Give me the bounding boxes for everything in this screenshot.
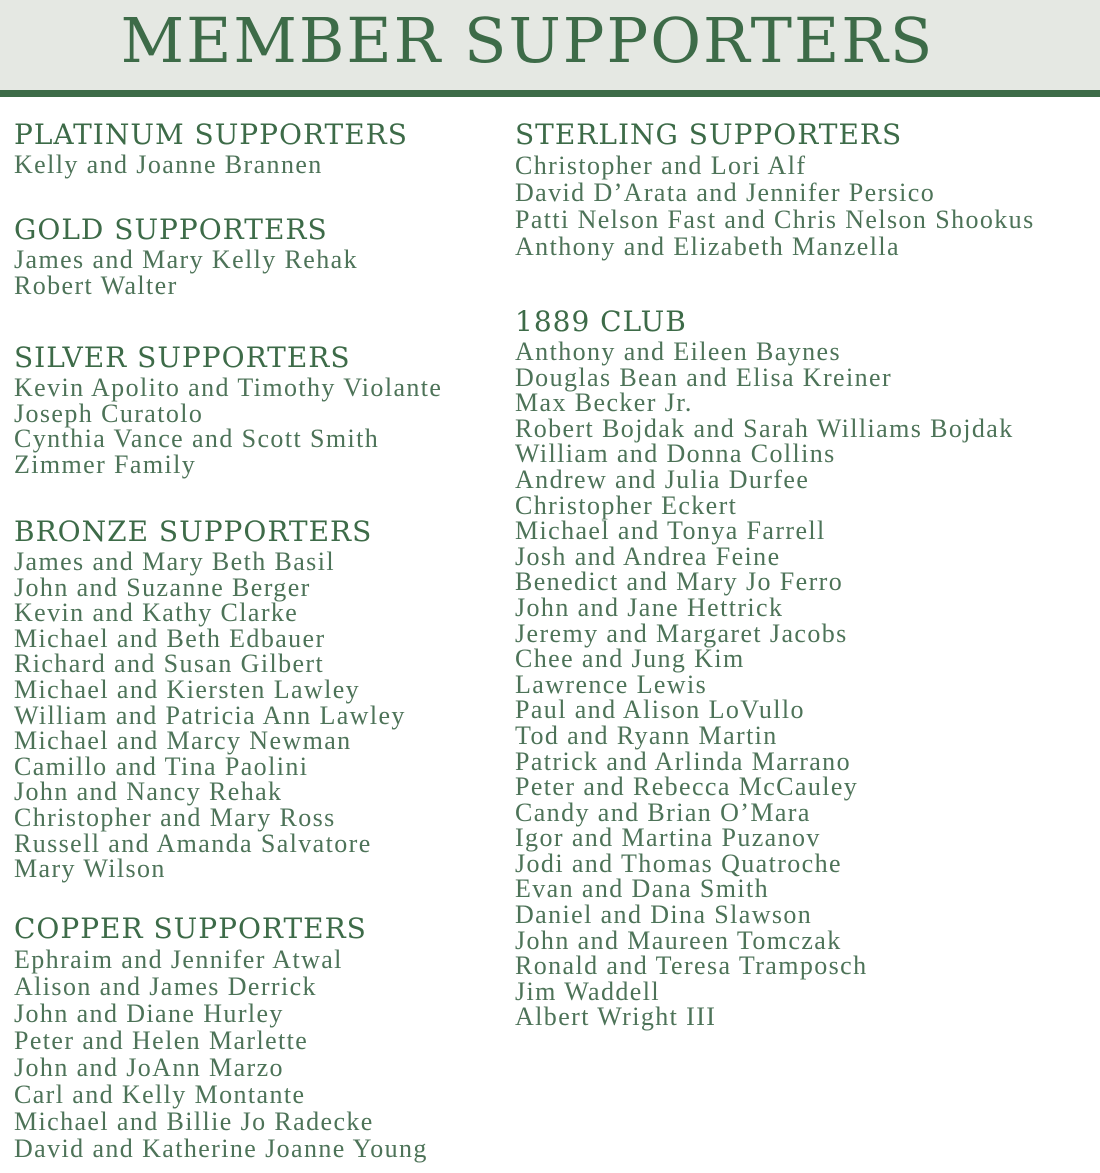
supporter-name: Chee and Jung Kim (515, 644, 745, 674)
supporter-name: Christopher and Lori Alf (515, 151, 807, 180)
supporter-name: Daniel and Dina Slawson (515, 900, 813, 930)
supporter-name: Paul and Alison LoVullo (515, 695, 805, 725)
supporter-name: Tod and Ryann Martin (515, 720, 778, 750)
supporter-name: David and Katherine Joanne Young (14, 1134, 428, 1163)
supporter-name: Zimmer Family (14, 449, 197, 479)
supporter-name: Camillo and Tina Paolini (14, 751, 309, 781)
supporter-name: Michael and Kiersten Lawley (14, 674, 361, 704)
supporter-list (14, 549, 406, 882)
supporter-name: Lawrence Lewis (515, 669, 708, 699)
supporter-name: John and Suzanne Berger (14, 572, 311, 602)
supporter-name: Joseph Curatolo (14, 398, 204, 428)
silver-section (14, 341, 442, 477)
sterling-section (515, 118, 1035, 260)
copper-section (14, 912, 428, 1162)
supporter-list (14, 375, 442, 477)
supporter-name: Robert Walter (14, 270, 178, 300)
club-1889-section (515, 305, 1014, 1030)
supporter-name: Max Becker Jr. (515, 388, 693, 418)
supporter-name: Alison and James Derrick (14, 972, 317, 1001)
supporter-name: Douglas Bean and Elisa Kreiner (515, 362, 893, 392)
supporter-name: Peter and Rebecca McCauley (515, 772, 859, 802)
bronze-section (14, 515, 406, 882)
supporter-name: Christopher and Mary Ross (14, 802, 336, 832)
supporter-list (515, 339, 1014, 1030)
supporter-name: William and Patricia Ann Lawley (14, 700, 406, 730)
supporter-name: Kelly and Joanne Brannen (14, 150, 323, 179)
supporter-name: Kevin Apolito and Timothy Violante (14, 373, 443, 402)
supporter-name: Robert Bojdak and Sarah Williams Bojdak (515, 413, 1014, 443)
supporter-name: James and Mary Beth Basil (14, 547, 335, 576)
page-title: MEMBER SUPPORTERS (120, 4, 935, 77)
supporter-name: Christopher Eckert (515, 490, 738, 520)
supporter-name: Jeremy and Margaret Jacobs (515, 618, 848, 648)
supporter-name: Peter and Helen Marlette (14, 1026, 309, 1055)
supporter-list (14, 247, 358, 298)
title-divider (0, 90, 1100, 97)
supporter-name: Ephraim and Jennifer Atwal (14, 945, 343, 974)
supporter-name: Candy and Brian O’Mara (515, 797, 811, 827)
supporter-name: Michael and Billie Jo Radecke (14, 1107, 374, 1136)
supporter-name: Cynthia Vance and Scott Smith (14, 424, 380, 454)
supporter-name: Albert Wright III (515, 1002, 717, 1032)
supporter-name: Russell and Amanda Salvatore (14, 828, 372, 858)
supporter-name: Anthony and Eileen Baynes (515, 337, 841, 366)
section-heading: SILVER SUPPORTERS (14, 341, 351, 374)
supporter-name: Ronald and Teresa Tramposch (515, 951, 868, 981)
supporter-name: James and Mary Kelly Rehak (14, 245, 358, 274)
supporter-name: John and Diane Hurley (14, 999, 284, 1028)
supporter-name: Michael and Beth Edbauer (14, 623, 326, 653)
supporter-name: Mary Wilson (14, 854, 166, 884)
supporter-name: John and Jane Hettrick (515, 592, 784, 622)
supporter-name: William and Donna Collins (515, 439, 836, 469)
supporter-list (14, 152, 408, 178)
supporter-name: John and JoAnn Marzo (14, 1053, 284, 1082)
section-heading: GOLD SUPPORTERS (14, 213, 328, 246)
supporter-name: John and Nancy Rehak (14, 777, 283, 807)
supporter-name: John and Maureen Tomczak (515, 925, 842, 955)
supporter-name: Anthony and Elizabeth Manzella (515, 232, 900, 261)
title-banner (0, 0, 1100, 90)
supporter-name: Kevin and Kathy Clarke (14, 598, 299, 628)
supporter-name: Jodi and Thomas Quatroche (515, 848, 842, 878)
supporter-name: Carl and Kelly Montante (14, 1080, 306, 1109)
supporter-name: Benedict and Mary Jo Ferro (515, 567, 844, 597)
section-heading: STERLING SUPPORTERS (515, 118, 903, 151)
gold-section (14, 213, 358, 298)
section-heading: COPPER SUPPORTERS (14, 912, 367, 945)
supporter-name: Jim Waddell (515, 976, 660, 1006)
supporter-name: Richard and Susan Gilbert (14, 649, 325, 679)
platinum-section (14, 118, 408, 178)
section-heading: BRONZE SUPPORTERS (14, 515, 373, 548)
supporter-name: Michael and Marcy Newman (14, 726, 352, 756)
supporter-name: Michael and Tonya Farrell (515, 516, 826, 546)
supporter-list (515, 152, 1035, 260)
supporter-name: Igor and Martina Puzanov (515, 823, 821, 853)
supporter-name: Josh and Andrea Feine (515, 541, 781, 571)
section-heading: PLATINUM SUPPORTERS (14, 118, 408, 151)
supporter-name: David D’Arata and Jennifer Persico (515, 178, 936, 207)
supporter-list (14, 946, 428, 1162)
section-heading: 1889 CLUB (515, 305, 687, 338)
supporter-name: Andrew and Julia Durfee (515, 464, 810, 494)
supporter-name: Patti Nelson Fast and Chris Nelson Shookus (515, 205, 1035, 234)
supporter-name: Patrick and Arlinda Marrano (515, 746, 851, 776)
supporter-name: Evan and Dana Smith (515, 874, 770, 904)
